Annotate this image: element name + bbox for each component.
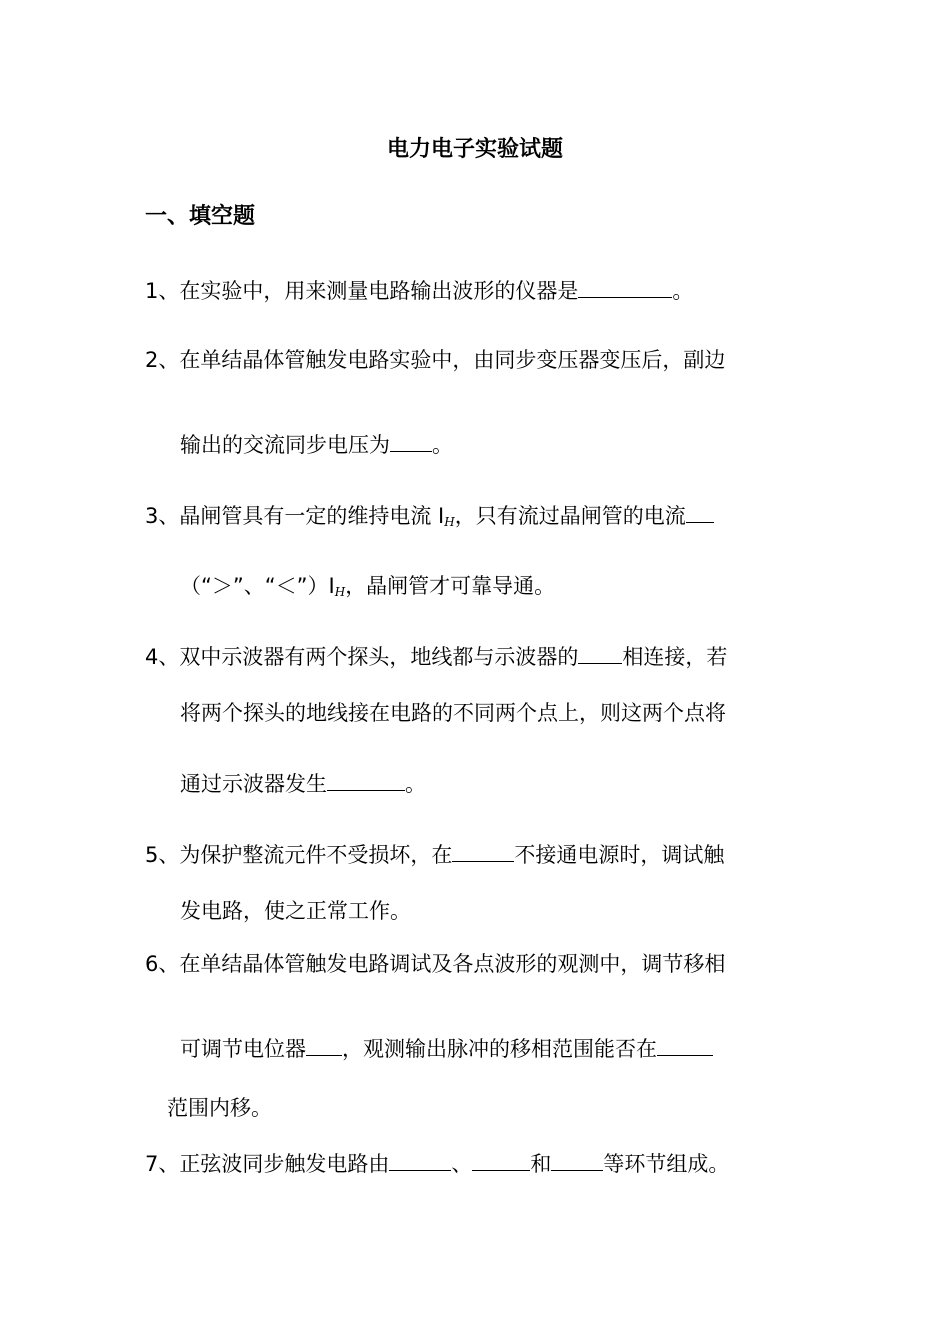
question-6-line-2 <box>180 1035 713 1063</box>
answer-blank <box>306 1035 342 1056</box>
question-text: 通过示波器发生 <box>180 772 327 796</box>
question-number: 1、 <box>145 279 180 303</box>
answer-blank <box>657 1035 713 1056</box>
question-text: 相连接，若 <box>622 645 728 669</box>
answer-blank <box>578 277 672 298</box>
section-heading: 一、填空题 <box>145 204 256 229</box>
question-text: 双中示波器有两个探头，地线都与示波器的 <box>179 645 579 669</box>
answer-blank <box>390 431 432 452</box>
answer-blank <box>472 1150 530 1171</box>
question-1 <box>145 277 693 305</box>
question-text: 在单结晶体管触发电路调试及各点波形的观测中，调节移相 <box>179 952 726 976</box>
question-number: 2、 <box>145 348 180 372</box>
page-title: 电力电子实验试题 <box>386 137 563 162</box>
question-7 <box>145 1150 729 1178</box>
question-text: 。 <box>672 279 694 303</box>
answer-blank <box>686 502 714 523</box>
question-text: 不接通电源时，调试触 <box>514 843 725 867</box>
question-text: 正弦波同步触发电路由 <box>179 1152 390 1176</box>
question-5-line-2 <box>180 897 411 925</box>
question-text: 输出的交流同步电压为 <box>180 433 390 457</box>
question-2 <box>145 346 725 374</box>
question-6 <box>145 950 725 978</box>
question-text: 在实验中，用来测量电路输出波形的仪器是 <box>179 279 579 303</box>
answer-blank <box>452 841 514 862</box>
subscript: H <box>444 515 455 529</box>
question-number: 7、 <box>145 1152 180 1176</box>
question-text: 、 <box>451 1152 473 1176</box>
subscript: H <box>334 585 346 599</box>
question-text: 发电路，使之正常工作。 <box>180 899 411 923</box>
question-5 <box>145 841 724 869</box>
question-text: 可调节电位器 <box>180 1037 306 1061</box>
question-3 <box>145 502 714 536</box>
question-4-line-3 <box>180 770 426 798</box>
question-4 <box>145 643 727 671</box>
question-text: 。 <box>432 433 453 457</box>
question-3-line-2 <box>180 572 555 606</box>
question-2-line-2 <box>180 431 453 459</box>
answer-blank <box>389 1150 451 1171</box>
question-text: 。 <box>405 772 426 796</box>
question-number: 6、 <box>145 952 180 976</box>
question-text: 为保护整流元件不受损坏，在 <box>179 843 453 867</box>
question-text: ，观测输出脉冲的移相范围能否在 <box>342 1037 657 1061</box>
question-number: 5、 <box>145 843 180 867</box>
question-4-line-2 <box>180 699 726 727</box>
answer-blank <box>551 1150 603 1171</box>
question-6-line-3 <box>167 1094 272 1122</box>
answer-blank <box>578 643 622 664</box>
question-text: ，只有流过晶闸管的电流 <box>454 504 686 528</box>
answer-blank <box>327 770 405 791</box>
question-text: 将两个探头的地线接在电路的不同两个点上，则这两个点将 <box>180 701 726 725</box>
question-text: 和 <box>530 1152 552 1176</box>
question-number: 3、 <box>145 504 180 528</box>
question-text: 等环节组成。 <box>603 1152 730 1176</box>
question-text: 晶闸管具有一定的维持电流 I <box>179 504 445 528</box>
question-number: 4、 <box>145 645 180 669</box>
question-text: ，晶闸管才可靠导通。 <box>345 574 556 598</box>
question-text: 范围内移。 <box>167 1096 272 1120</box>
question-text: （“＞”、“＜”）I <box>180 574 335 598</box>
question-text: 在单结晶体管触发电路实验中，由同步变压器变压后，副边 <box>179 348 726 372</box>
